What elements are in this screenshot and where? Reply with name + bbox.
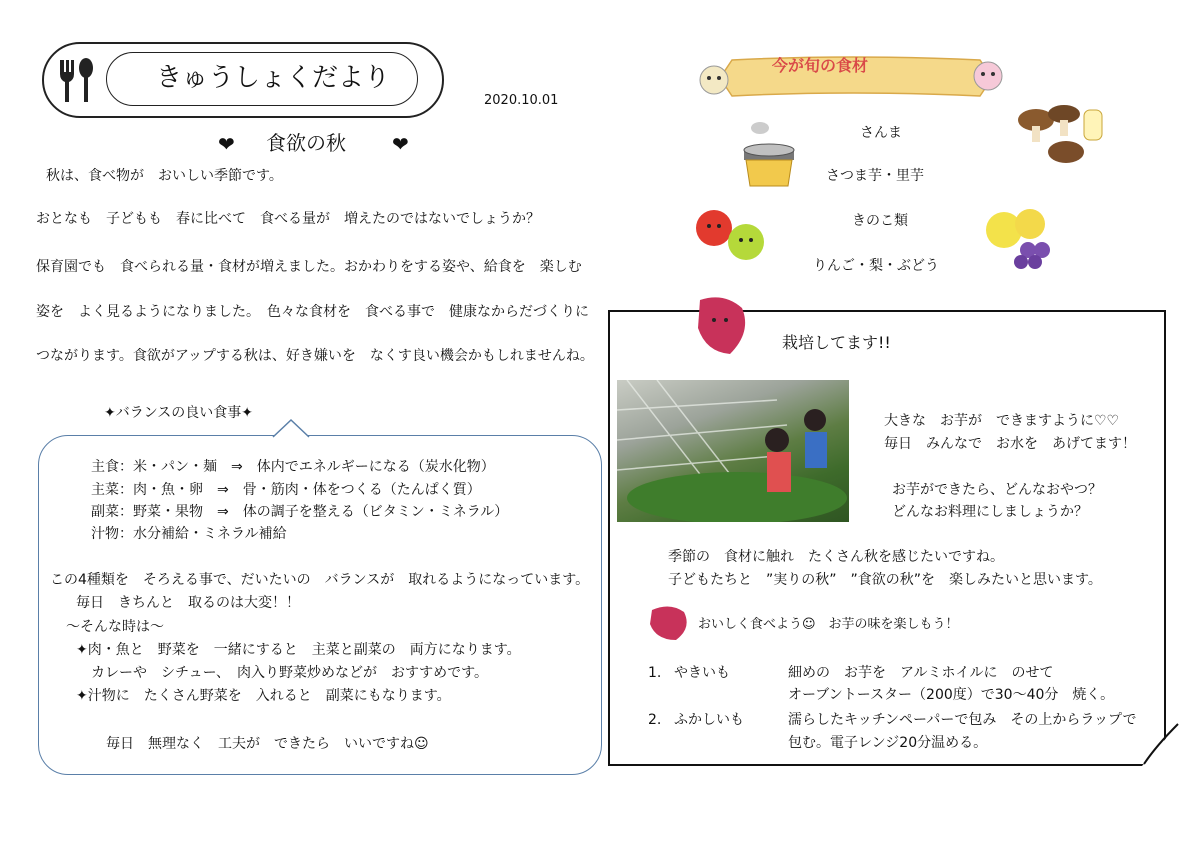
fork-spoon-icon [52, 54, 102, 106]
food-group-line: 主菜：肉・魚・卵 ⇒ 骨・筋肉・体をつくる（たんぱく質） [91, 482, 481, 498]
recipe-heading: おいしく食べよう☺ お芋の味を楽しもう！ [698, 617, 959, 632]
seasonal-item: きのこ類 [852, 213, 908, 229]
growing-text: どんなお料理にしましょうか？ [892, 504, 1088, 520]
heart-icon: ❤ [218, 132, 235, 156]
seasonal-item: さつま芋・里芋 [826, 168, 924, 184]
growing-wish: 季節の 食材に触れ たくさん秋を感じたいですね。 [668, 549, 1004, 565]
balance-text: この4種類を そろえる事で、だいたいの バランスが 取れるようになっています。 [50, 572, 590, 588]
growing-text: 大きな お芋が できますように♡♡ [884, 413, 1120, 429]
recipe-name: ふかしいも [674, 712, 744, 728]
issue-date: 2020.10.01 [484, 93, 559, 108]
food-group-line: 副菜：野菜・果物 ⇒ 体の調子を整える（ビタミン・ミネラル） [91, 504, 509, 520]
sweet-potato-icon [690, 292, 752, 358]
food-group-line: 主食：米・パン・麺 ⇒ 体内でエネルギーになる（炭水化物） [91, 459, 495, 475]
sweet-potato-icon [646, 602, 692, 642]
intro-line: つながります。食欲がアップする秋は、好き嫌いを なくす良い機会かもしれませんね。 [36, 348, 594, 364]
page-title: きゅうしょくだより [156, 63, 391, 93]
recipe-step: オーブントースター（200度）で30～40分 焼く。 [788, 687, 1115, 703]
seasonal-banner-label: 今が旬の食材 [772, 56, 869, 75]
recipe-step: 細めの お芋を アルミホイルに のせて [788, 665, 1054, 681]
garden-photo [617, 380, 849, 522]
title-banner [42, 42, 444, 118]
section-heading: 食欲の秋 [266, 131, 346, 155]
balance-closing: 毎日 無理なく 工夫が できたら いいですね☺ [106, 736, 429, 752]
balance-text: 毎日 きちんと 取るのは大変！！ [76, 595, 300, 611]
intro-line: おとなも 子どもも 春に比べて 食べる量が 増えたのではないでしょうか？ [36, 211, 540, 227]
grill-icon [738, 118, 800, 190]
intro-line: 保育園でも 食べられる量・食材が増えました。おかわりをする姿や、給食を 楽しむ [36, 259, 582, 275]
growing-text: お芋ができたら、どんなおやつ？ [892, 482, 1102, 498]
balance-text: ～そんな時は～ [66, 619, 164, 635]
seasonal-item: りんご・梨・ぶどう [813, 258, 939, 274]
growing-heading: 栽培してます!! [782, 333, 891, 352]
balance-heading: ✦バランスの良い食事✦ [104, 405, 254, 421]
recipe-name: やきいも [674, 665, 730, 681]
balance-text: ✦肉・魚と 野菜を 一緒にすると 主菜と副菜の 両方になります。 [76, 642, 521, 658]
recipe-number: 1. [648, 665, 662, 681]
growing-text: 毎日 みんなで お水を あげてます！ [884, 436, 1136, 452]
recipe-step: 濡らしたキッチンペーパーで包み その上からラップで [788, 712, 1137, 728]
balance-text: ✦汁物に たくさん野菜を 入れると 副菜にもなります。 [76, 688, 451, 704]
mushroom-icon [1014, 102, 1114, 168]
intro-line: 姿を よく見るようになりました。 色々な食材を 食べる事で 健康なからだづくりに [36, 304, 589, 320]
balance-text: カレーや シチュー、 肉入り野菜炒めなどが おすすめです。 [91, 665, 489, 681]
intro-line: 秋は、食べ物が おいしい季節です。 [46, 168, 283, 184]
recipe-number: 2. [648, 712, 662, 728]
heart-icon: ❤ [392, 132, 409, 156]
apple-icon [692, 206, 778, 264]
page-curl [1142, 720, 1182, 766]
garden-photo-art [617, 380, 849, 522]
recipe-step: 包む。電子レンジ20分温める。 [788, 735, 988, 751]
speech-tail [271, 418, 311, 438]
food-group-line: 汁物：水分補給・ミネラル補給 [91, 526, 287, 542]
seasonal-item: さんま [860, 125, 902, 141]
growing-wish: 子どもたちと ”実りの秋” ”食欲の秋”を 楽しみたいと思います。 [668, 572, 1102, 588]
pear-grape-icon [984, 204, 1064, 270]
